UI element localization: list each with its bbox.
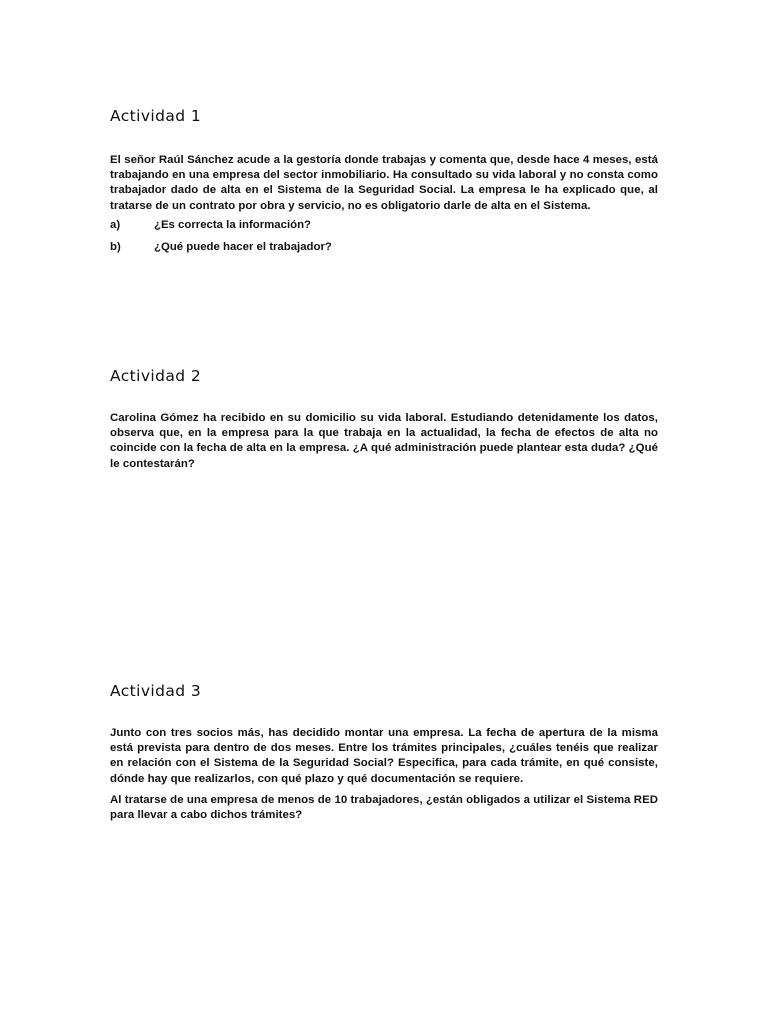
activity-3-paragraph-2: Al tratarse de una empresa de menos de 10 trabajadores, ¿están obligados a utilizar el Sistema RED para llevar a cabo dichos trámites? bbox=[110, 793, 658, 822]
question-a bbox=[110, 218, 658, 233]
activity-2-paragraph: Carolina Gómez ha recibido en su domicilio su vida laboral. Estudiando detenidamente los datos, observa que, en la empresa para la que trabaja en la actualidad, la fecha de efectos de alta no coincide con la fecha de alta en la empresa. ¿A qué administración puede plantear esta duda? ¿Qué le contestarán? bbox=[110, 412, 658, 470]
activity-1-title: Actividad 1 bbox=[110, 107, 202, 125]
question-a-marker: a) bbox=[110, 218, 121, 231]
question-b-text: ¿Qué puede hacer el trabajador? bbox=[154, 240, 332, 253]
question-a-text: ¿Es correcta la información? bbox=[154, 218, 311, 231]
activity-3-title: Actividad 3 bbox=[110, 682, 202, 700]
activity-2-title: Actividad 2 bbox=[110, 367, 202, 385]
activity-1-paragraph: El señor Raúl Sánchez acude a la gestoría donde trabajas y comenta que, desde hace 4 meses, está trabajando en una empresa del sector inmobiliario. Ha consultado su vida laboral y no consta como trabajador dado de alta en el Sistema de la Seguridad Social. La empresa le ha explicado que, al tratarse de un contrato por obra y servicio, no es obligatorio darle de alta en el Sistema. bbox=[110, 154, 658, 212]
activity-1-question-list bbox=[110, 218, 658, 255]
activity-3-section bbox=[110, 682, 658, 823]
question-b-marker: b) bbox=[110, 240, 121, 253]
activity-2-section bbox=[110, 367, 658, 472]
activity-1-section bbox=[110, 107, 658, 255]
activity-3-paragraph-1: Junto con tres socios más, has decidido montar una empresa. La fecha de apertura de la misma está prevista para dentro de dos meses. Entre los trámites principales, ¿cuáles tenéis que realizar en relación con el Sistema de la Seguridad Social? Especifica, para cada trámite, en qué consiste, dónde hay que realizarlos, con qué plazo y qué documentación se requiere. bbox=[110, 727, 658, 785]
question-b bbox=[110, 240, 658, 255]
